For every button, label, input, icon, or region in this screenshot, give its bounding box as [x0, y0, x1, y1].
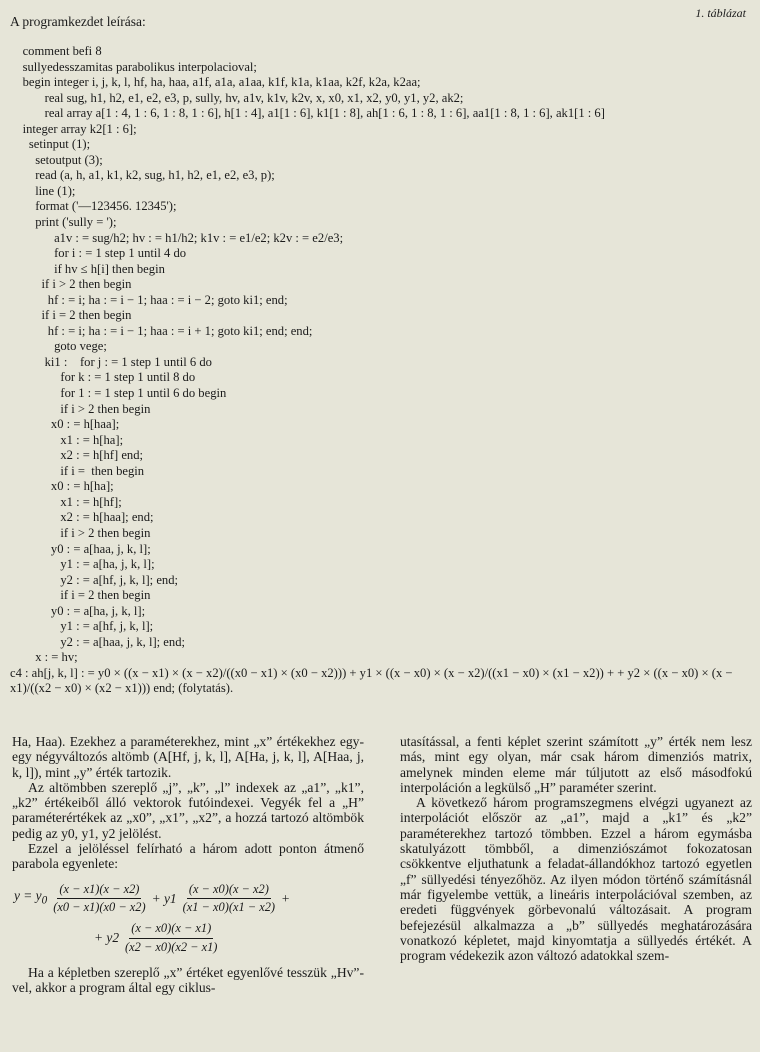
- code-line-text: y1 : = a[ha, j, k, l];: [10, 557, 155, 572]
- paragraph: Az altömbben szereplő „j”, „k”, „l” indexek az „a1”, „k1”, „k2” értékeiből álló vektorok futóindexei. Vegyék fel a „H” paraméterértékek az „x0”, „x1”, „x2”, a hozzá tartozó altömbök pedig az y0, y1, y2 jelölést.: [12, 779, 364, 841]
- code-line: [10, 277, 750, 293]
- code-line-text: real sug, h1, h2, e1, e2, e3, p, sully, hv, a1v, k1v, k2v, x, x0, x1, x2, y0, y1, y2, ak2;: [10, 90, 464, 105]
- parabola-equation: [12, 882, 364, 955]
- code-line: [10, 479, 750, 495]
- code-line: [10, 433, 750, 449]
- code-line-text: if hv ≤ h[i] then begin: [10, 261, 165, 276]
- code-line-text: if i > 2 then begin: [10, 525, 151, 540]
- code-line: [10, 75, 750, 91]
- code-line: [10, 448, 750, 464]
- code-line: [10, 308, 750, 324]
- paragraph: Ha a képletben szereplő „x” értéket egyenlővé tesszük „Hv”-vel, akkor a program által egy ciklus-: [12, 964, 364, 996]
- code-line-text: if i > 2 then begin: [10, 401, 151, 416]
- algol-code-listing: [10, 44, 750, 697]
- code-line-text: print ('sully = ');: [10, 215, 117, 230]
- code-line: [10, 324, 750, 340]
- code-line: [10, 168, 750, 184]
- code-line-text: setoutput (3);: [10, 152, 103, 167]
- code-line-text: x2 : = h[hf] end;: [10, 448, 144, 463]
- code-line-text: x1 : = h[hf];: [10, 494, 122, 509]
- formula-term: +: [281, 890, 291, 906]
- code-line-text: y1 : = a[hf, j, k, l];: [10, 619, 154, 634]
- code-line-text: c4 : ah[j, k, l] : = y0 × ((x − x1) × (x − x2)/((x0 − x1) × (x0 − x2))) + y1 × ((x − x0) × (x − x2)/((x1 − x0) × (x1 − x2)) + + y2 × ((x − x0) × (x − x1)/((x2 − x0) × (x2 − x1))) end; (folytatás).: [10, 665, 733, 696]
- code-line: [10, 122, 750, 138]
- code-line: [10, 106, 750, 122]
- formula-lhs: $y = y_0$: [14, 887, 48, 907]
- code-line: [10, 231, 750, 247]
- code-line-text: begin integer i, j, k, l, hf, ha, haa, a1f, a1a, a1aa, k1f, k1a, k1aa, k2f, k2a, k2aa;: [10, 75, 421, 90]
- code-line-text: setinput (1);: [10, 137, 91, 152]
- code-line-text: for i : = 1 step 1 until 4 do: [10, 246, 187, 261]
- code-line-text: comment befi 8: [10, 44, 102, 58]
- code-line-text: read (a, h, a1, k1, k2, sug, h1, h2, e1, e2, e3, p);: [10, 168, 275, 183]
- code-line: [10, 215, 750, 231]
- code-line: [10, 386, 750, 402]
- code-line-text: integer array k2[1 : 6];: [10, 121, 137, 136]
- code-line: [10, 60, 750, 76]
- code-line: [10, 246, 750, 262]
- code-line: [10, 635, 750, 651]
- code-line: [10, 184, 750, 200]
- code-line-text: if i = then begin: [10, 463, 145, 478]
- code-line: [10, 619, 750, 635]
- code-line-text: goto vege;: [10, 339, 107, 354]
- code-line-text: sullyedesszamitas parabolikus interpolacioval;: [10, 59, 257, 74]
- code-line-text: a1v : = sug/h2; hv : = h1/h2; k1v : = e1/e2; k2v : = e2/e3;: [10, 230, 344, 245]
- code-line-text: x0 : = h[ha];: [10, 479, 114, 494]
- code-line: [10, 44, 750, 60]
- code-line: [10, 153, 750, 169]
- formula-term: + y1: [151, 890, 177, 906]
- code-line-text: x : = hv;: [10, 650, 78, 665]
- formula-term: + y2: [94, 930, 120, 946]
- code-line: [10, 199, 750, 215]
- code-line-text: if i = 2 then begin: [10, 308, 132, 323]
- code-line: [10, 370, 750, 386]
- code-line: [10, 526, 750, 542]
- code-line: [10, 557, 750, 573]
- code-line-text: format ('—123456. 12345');: [10, 199, 177, 214]
- code-line-text: real array a[1 : 4, 1 : 6, 1 : 8, 1 : 6], h[1 : 4], a1[1 : 6], k1[1 : 8], ah[1 : 6, 1 : 8, 1 : 6], aa1[1 : 8, 1 : 6], ak1[1 : 6]: [10, 106, 605, 121]
- code-line: [10, 573, 750, 589]
- fraction: $\frac{(x - x1)(x - x2)}{(x0 - x1)(x0 - x2)}$: [53, 881, 146, 914]
- code-line-text: y2 : = a[haa, j, k, l]; end;: [10, 634, 185, 649]
- left-text-column: [12, 734, 364, 995]
- code-line: [10, 293, 750, 309]
- code-line: [10, 604, 750, 620]
- code-line: [10, 417, 750, 433]
- code-line: [10, 464, 750, 480]
- paragraph: Ha, Haa). Ezekhez a paraméterekhez, mint „x” értékekhez egy-egy négyváltozós altömb (A[Hf, j, k, l], A[Ha, j, k, l], A[Haa, j, k, l]), mint „y” érték tartozik.: [12, 734, 364, 780]
- code-line-text: x1 : = h[ha];: [10, 432, 124, 447]
- code-line: [10, 137, 750, 153]
- code-line-text: x2 : = h[haa]; end;: [10, 510, 154, 525]
- code-line-text: if i = 2 then begin: [10, 588, 151, 603]
- code-line: [10, 262, 750, 278]
- code-line-text: hf : = i; ha : = i − 1; haa : = i + 1; goto ki1; end; end;: [10, 323, 313, 338]
- code-line-text: y0 : = a[ha, j, k, l];: [10, 603, 146, 618]
- code-line-text: y2 : = a[hf, j, k, l]; end;: [10, 572, 178, 587]
- code-line-text: x0 : = h[haa];: [10, 417, 120, 432]
- paragraph: utasítással, a fenti képlet szerint számított „y” érték nem lesz más, mint egy olyan, már csak három dimenziós matrix, amelynek minden eleme már túljutott az első másodfokú interpoláción a legkülső „H” paraméter szerint.: [400, 734, 752, 795]
- code-line: [10, 402, 750, 418]
- code-line: [10, 542, 750, 558]
- code-line-text: for k : = 1 step 1 until 8 do: [10, 370, 196, 385]
- code-line: [10, 495, 750, 511]
- paragraph: Ezzel a jelöléssel felírható a három adott ponton átmenő parabola egyenlete:: [12, 841, 364, 872]
- code-line: [10, 650, 750, 666]
- fraction: $\frac{(x - x0)(x - x1)}{(x2 - x0)(x2 - x1)}$: [125, 921, 218, 954]
- paragraph: A következő három programszegmens elvégzi ugyanezt az interpolációt először az „a1”, majd a „k1” és „k2” paraméterekhez tartozó tömbben. Ezzel a három egymásba skatulyázott tömbből, a dimenziószámot fokozatosan csökkentve eljuthatunk a feladat-állandókhoz tartozó egyetlen „f” süllyedési tényezőhöz. Az ilyen módon történő számításnál már figyelembe vettük, a lineáris interpolációval szemben, az eredeti függvények görbevonalú változásait. A program befejezésül alkalmazza a „b” süllyedés meghatározására vonatkozó képletet, majd kinyomtatja a süllyedés értékét. A program védekezik azon változó adatokkal szem-: [400, 795, 752, 964]
- code-line-text: ki1 : for j : = 1 step 1 until 6 do: [10, 354, 212, 369]
- table-label: 1. táblázat: [695, 6, 746, 20]
- code-line: [10, 91, 750, 107]
- code-line-text: line (1);: [10, 183, 76, 198]
- code-line-text: hf : = i; ha : = i − 1; haa : = i − 2; goto ki1; end;: [10, 292, 288, 307]
- code-line: [10, 510, 750, 526]
- right-text-column: [400, 734, 752, 963]
- code-line: [10, 339, 750, 355]
- code-line: [10, 666, 750, 697]
- code-line: [10, 588, 750, 604]
- code-line-text: y0 : = a[haa, j, k, l];: [10, 541, 151, 556]
- code-line-text: if i > 2 then begin: [10, 277, 132, 292]
- code-line: [10, 355, 750, 371]
- fraction: $\frac{(x - x0)(x - x2)}{(x1 - x0)(x1 - x2)}$: [182, 881, 276, 914]
- section-title: A programkezdet leírása:: [10, 14, 146, 29]
- code-line-text: for 1 : = 1 step 1 until 6 do begin: [10, 386, 227, 401]
